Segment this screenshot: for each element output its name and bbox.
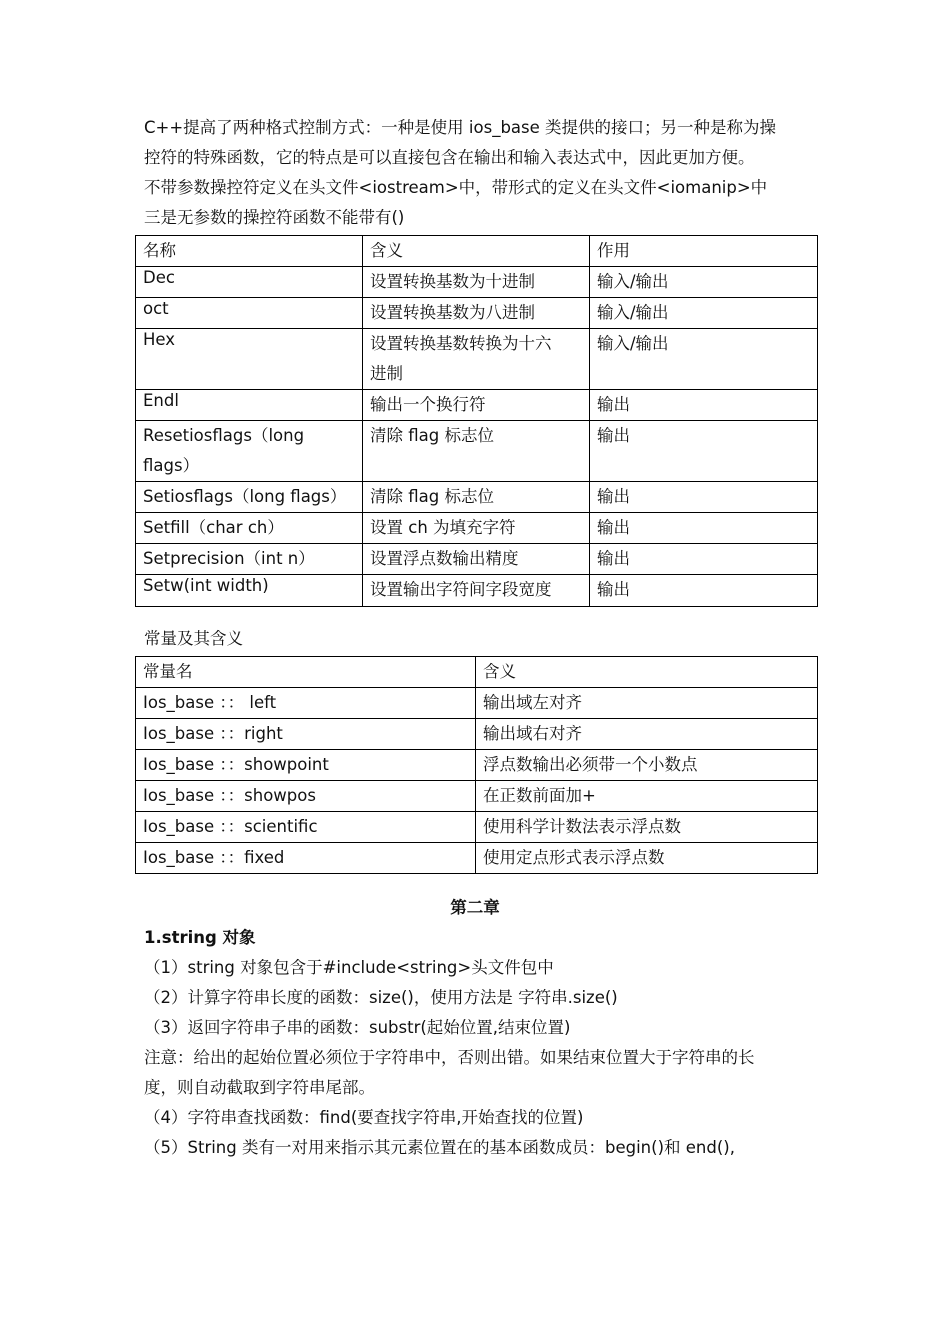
row-meaning: 清除 flag 标志位 <box>363 482 590 513</box>
table-header-row <box>136 236 818 267</box>
chapter-item: （4）字符串查找函数：find(要查找字符串,开始查找的位置) <box>144 1108 584 1127</box>
table-row <box>136 575 818 607</box>
table-row <box>136 544 818 575</box>
row-name: Dec <box>136 267 363 298</box>
row-name: Setprecision（int n） <box>136 544 363 575</box>
row-meaning: 设置 ch 为填充字符 <box>363 513 590 544</box>
row-meaning: 使用定点形式表示浮点数 <box>476 843 818 874</box>
row-name-line-1: Resetiosflags（long <box>143 426 305 445</box>
row-constant: Ios_base ：： left <box>136 688 476 719</box>
row-meaning: 清除 flag 标志位 <box>363 421 590 482</box>
row-meaning: 使用科学计数法表示浮点数 <box>476 812 818 843</box>
table-row <box>136 688 818 719</box>
chapter-item: （1）string 对象包含于#include<string>头文件包中 <box>144 958 554 977</box>
chapter-title: 第二章 <box>450 898 500 917</box>
intro-line-2: 控符的特殊函数，它的特点是可以直接包含在输出和输入表达式中，因此更加方便。 <box>144 148 755 167</box>
row-name: Setiosflags（long flags） <box>136 482 363 513</box>
row-use: 输出 <box>590 421 818 482</box>
row-meaning: 设置转换基数为八进制 <box>363 298 590 329</box>
row-constant: Ios_base ：：fixed <box>136 843 476 874</box>
row-name: Setw(int width) <box>136 575 363 607</box>
row-constant: Ios_base ：：scientific <box>136 812 476 843</box>
table-row <box>136 812 818 843</box>
row-use: 输出 <box>590 544 818 575</box>
row-meaning: 浮点数输出必须带一个小数点 <box>476 750 818 781</box>
row-use: 输出 <box>590 482 818 513</box>
table-row <box>136 750 818 781</box>
intro-line-1: C++提高了两种格式控制方式：一种是使用 ios_base 类提供的接口；另一种是称为操 <box>144 118 777 137</box>
header-cell-meaning: 含义 <box>476 657 818 688</box>
row-use: 输出 <box>590 390 818 421</box>
table-row <box>136 482 818 513</box>
chapter-item: （2）计算字符串长度的函数：size()，使用方法是 字符串.size() <box>144 988 618 1007</box>
constants-caption: 常量及其含义 <box>144 629 243 648</box>
table-row <box>136 421 818 482</box>
row-name: Hex <box>136 329 363 390</box>
row-meaning: 设置转换基数为十进制 <box>363 267 590 298</box>
row-use: 输出 <box>590 575 818 607</box>
row-use: 输入/输出 <box>590 267 818 298</box>
table-row <box>136 719 818 750</box>
table-row <box>136 781 818 812</box>
chapter-note: 度，则自动截取到字符串尾部。 <box>144 1078 375 1097</box>
header-cell-name: 名称 <box>136 236 363 267</box>
row-constant: Ios_base ：：showpoint <box>136 750 476 781</box>
row-name: Setfill（char ch） <box>136 513 363 544</box>
constants-table <box>135 656 818 874</box>
row-use: 输出 <box>590 513 818 544</box>
table-row <box>136 267 818 298</box>
table-row <box>136 329 818 390</box>
table-row <box>136 298 818 329</box>
intro-line-3: 不带参数操控符定义在头文件<iostream>中，带形式的定义在头文件<iomanip>中 <box>144 178 768 197</box>
row-meaning <box>363 329 590 390</box>
header-cell-constant: 常量名 <box>136 657 476 688</box>
section-heading: 1.string 对象 <box>144 928 256 947</box>
row-name: oct <box>136 298 363 329</box>
row-meaning: 输出域右对齐 <box>476 719 818 750</box>
table-row <box>136 513 818 544</box>
row-meaning: 设置浮点数输出精度 <box>363 544 590 575</box>
row-constant: Ios_base ：：right <box>136 719 476 750</box>
row-name <box>136 421 363 482</box>
chapter-item: （5）String 类有一对用来指示其元素位置在的基本函数成员：begin()和 end(), <box>144 1138 735 1157</box>
row-meaning: 在正数前面加+ <box>476 781 818 812</box>
intro-line-4: 三是无参数的操控符函数不能带有() <box>144 208 405 227</box>
header-cell-meaning: 含义 <box>363 236 590 267</box>
row-use: 输入/输出 <box>590 329 818 390</box>
row-name: Endl <box>136 390 363 421</box>
table-row <box>136 843 818 874</box>
row-meaning: 设置输出字符间字段宽度 <box>363 575 590 607</box>
manipulator-table <box>135 235 818 607</box>
row-meaning: 输出域左对齐 <box>476 688 818 719</box>
row-constant: Ios_base ：：showpos <box>136 781 476 812</box>
row-name-line-2: flags） <box>143 456 200 475</box>
table-header-row <box>136 657 818 688</box>
row-meaning-line-1: 设置转换基数转换为十六 <box>370 334 552 353</box>
row-meaning-line-2: 进制 <box>370 364 403 383</box>
chapter-note: 注意：给出的起始位置必须位于字符串中，否则出错。如果结束位置大于字符串的长 <box>144 1048 755 1067</box>
chapter-item: （3）返回字符串子串的函数：substr(起始位置,结束位置) <box>144 1018 571 1037</box>
table-row <box>136 390 818 421</box>
header-cell-use: 作用 <box>590 236 818 267</box>
row-meaning: 输出一个换行符 <box>363 390 590 421</box>
row-use: 输入/输出 <box>590 298 818 329</box>
